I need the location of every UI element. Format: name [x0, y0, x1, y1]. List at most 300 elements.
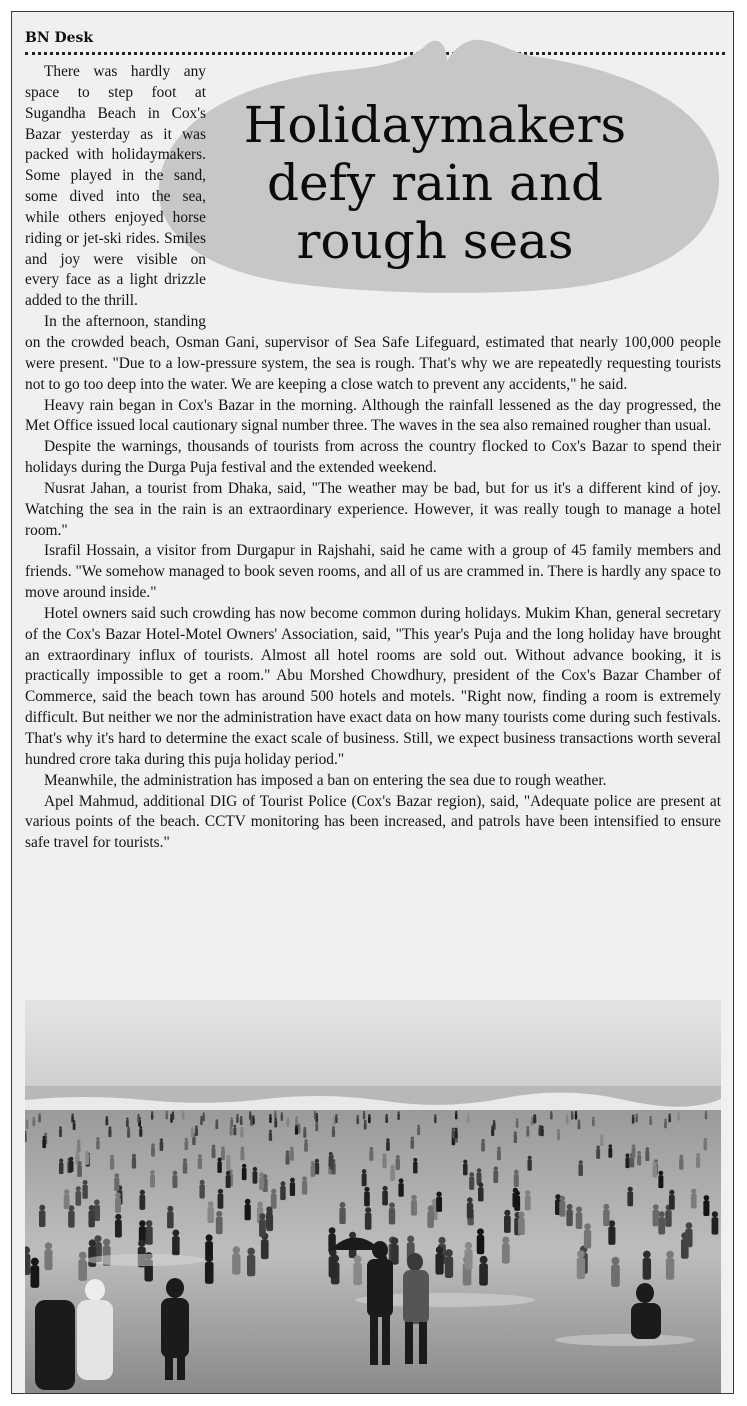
- crowd-person-body: [635, 1116, 638, 1123]
- crowd-person-body: [512, 1193, 518, 1208]
- crowd-person-head: [89, 1205, 95, 1211]
- crowd-person-body: [427, 1211, 433, 1228]
- crowd-person-head: [275, 1118, 278, 1121]
- crowd-person-body: [365, 1213, 372, 1230]
- crowd-person-body: [630, 1157, 634, 1168]
- crowd-person-head: [696, 1153, 700, 1157]
- crowd-person-body: [396, 1159, 400, 1170]
- crowd-person-body: [643, 1258, 651, 1280]
- crowd-person-body: [42, 1139, 46, 1148]
- crowd-person-head: [64, 1189, 69, 1194]
- crowd-person-body: [172, 1114, 174, 1120]
- crowd-person-body: [230, 1120, 233, 1127]
- crowd-person-body: [285, 1154, 289, 1165]
- crowd-person-head: [166, 1111, 168, 1113]
- crowd-person-body: [108, 1129, 111, 1137]
- crowd-person-body: [82, 1185, 87, 1199]
- crowd-person-body: [200, 1118, 203, 1125]
- crowd-person-head: [576, 1206, 582, 1212]
- crowd-person-body: [411, 1140, 415, 1149]
- crowd-person-head: [183, 1158, 187, 1162]
- crowd-person-body: [335, 1116, 338, 1123]
- crowd-person-head: [705, 1111, 707, 1113]
- crowd-person-head: [247, 1248, 255, 1256]
- crowd-person-head: [391, 1237, 398, 1244]
- crowd-person-head: [295, 1116, 297, 1118]
- crowd-person-body: [39, 1210, 45, 1227]
- crowd-person-body: [269, 1133, 272, 1141]
- crowd-person-head: [413, 1158, 417, 1162]
- crowd-person-head: [218, 1158, 222, 1162]
- crowd-person-head: [172, 1111, 174, 1113]
- crowd-person-body: [691, 1194, 697, 1209]
- crowd-person-body: [30, 1265, 39, 1287]
- crowd-person-body: [557, 1132, 560, 1140]
- crowd-person-head: [126, 1117, 128, 1119]
- crowd-person-body: [221, 1150, 225, 1160]
- crowd-person-head: [398, 1111, 400, 1113]
- crowd-person-head: [269, 1130, 272, 1133]
- crowd-person-body: [398, 1183, 403, 1197]
- crowd-person-body: [452, 1130, 455, 1138]
- crowd-person-body: [525, 1195, 531, 1210]
- crowd-person-head: [357, 1115, 359, 1117]
- crowd-person-body: [390, 1169, 395, 1181]
- crowd-person-body: [185, 1141, 189, 1150]
- crowd-person-head: [407, 1235, 414, 1242]
- crowd-person-body: [247, 1255, 255, 1276]
- crowd-person-head: [281, 1112, 283, 1114]
- crowd-person-body: [696, 1157, 700, 1168]
- crowd-person-head: [686, 1222, 693, 1229]
- crowd-person-head: [271, 1189, 276, 1194]
- crowd-person-body: [315, 1124, 318, 1131]
- crowd-person-body: [295, 1127, 298, 1135]
- crowd-person-head: [579, 1160, 583, 1164]
- paragraph: Hotel owners said such crowding has now become common during holidays. Mukim Khan, general secretary of the Cox's Bazar Hotel-Motel Owners' Association, said, "This year's Puja and the long holiday have brought an extraordinary influx of tourists. Almost all hotel rooms are sold out. Without advance booking, it is practically impossible to get a room." Abu Morshed Chowdhury, president of the Cox's Bazar Chamber of Commerce, said the beach town has around 500 hotels and motels. "Right now, finding a room is extremely difficult. But neither we nor the administration have exact data on how many tourists come during such festivals. That's why it's hard to determine the exact scale of business. Still, we expect business transactions worth several hundred crore taka during this puja holiday period.": [25, 604, 721, 768]
- crowd-person-head: [514, 1170, 519, 1175]
- crowd-person-body: [625, 1157, 629, 1168]
- crowd-person-head: [195, 1125, 198, 1128]
- crowd-person-head: [106, 1116, 108, 1118]
- crowd-person-head: [76, 1186, 81, 1191]
- crowd-person-head: [518, 1212, 524, 1218]
- crowd-person-body: [232, 1254, 240, 1275]
- crowd-person-head: [191, 1127, 194, 1130]
- crowd-person-head: [411, 1137, 414, 1140]
- crowd-person-head: [226, 1155, 230, 1159]
- crowd-person-head: [566, 1115, 568, 1117]
- crowd-person-head: [132, 1154, 136, 1158]
- crowd-person-head: [266, 1206, 272, 1212]
- crowd-person-head: [611, 1257, 619, 1265]
- crowd-person-head: [109, 1126, 112, 1129]
- crowd-person-head: [216, 1119, 219, 1122]
- crowd-person-body: [576, 1212, 583, 1229]
- crowd-person-body: [240, 1118, 243, 1125]
- crowd-person-head: [567, 1204, 573, 1210]
- crowd-person-head: [481, 1139, 484, 1142]
- crowd-person-body: [493, 1171, 498, 1183]
- crowd-person-head: [290, 1147, 294, 1151]
- crowd-person-body: [146, 1226, 153, 1244]
- crowd-person-head: [69, 1157, 73, 1161]
- crowd-person-body: [600, 1137, 603, 1146]
- crowd-person-body: [479, 1263, 488, 1285]
- crowd-person-head: [335, 1114, 337, 1116]
- crowd-person-body: [566, 1210, 572, 1227]
- crowd-person-head: [236, 1114, 238, 1116]
- crowd-person-body: [215, 1122, 218, 1129]
- crowd-person-head: [389, 1202, 395, 1208]
- crowd-person-head: [531, 1116, 533, 1118]
- crowd-person-head: [584, 1223, 591, 1230]
- crowd-person-body: [332, 1129, 335, 1137]
- crowd-person-head: [96, 1137, 99, 1140]
- crowd-person-head: [200, 1180, 205, 1185]
- crowd-person-head: [679, 1155, 683, 1159]
- crowd-person-body: [514, 1174, 519, 1187]
- crowd-person-head: [477, 1168, 481, 1172]
- crowd-person-head: [94, 1199, 100, 1205]
- crowd-person-body: [303, 1130, 306, 1138]
- crowd-person-head: [513, 1188, 518, 1193]
- crowd-person-body: [226, 1159, 230, 1170]
- crowd-person-head: [637, 1151, 641, 1155]
- crowd-person-body: [199, 1185, 204, 1199]
- crowd-person-head: [390, 1165, 394, 1169]
- crowd-person-body: [85, 1154, 89, 1165]
- crowd-person-body: [192, 1136, 195, 1145]
- crowd-person-head: [478, 1182, 483, 1187]
- crowd-person-body: [445, 1256, 453, 1278]
- crowd-person-head: [115, 1192, 120, 1197]
- crowd-person-head: [139, 1126, 142, 1129]
- crowd-person-head: [596, 1145, 600, 1149]
- crowd-person-body: [106, 1118, 109, 1125]
- crowd-person-head: [233, 1125, 236, 1128]
- crowd-person-head: [151, 1111, 153, 1113]
- crowd-person-head: [455, 1128, 458, 1131]
- crowd-person-head: [114, 1173, 119, 1178]
- crowd-person-head: [198, 1154, 202, 1158]
- crowd-person-head: [73, 1120, 76, 1123]
- crowd-person-head: [269, 1114, 271, 1116]
- crowd-person-body: [330, 1159, 334, 1170]
- crowd-person-head: [146, 1220, 153, 1227]
- crowd-person-head: [467, 1114, 469, 1116]
- crowd-person-body: [126, 1120, 129, 1127]
- crowd-person-head: [550, 1111, 552, 1113]
- crowd-person-head: [364, 1187, 369, 1192]
- crowd-person-body: [611, 1264, 620, 1286]
- crowd-person-body: [685, 1229, 692, 1248]
- crowd-person-head: [203, 1112, 205, 1114]
- crowd-person-head: [370, 1147, 374, 1151]
- crowd-person-body: [658, 1217, 665, 1234]
- crowd-person-head: [26, 1119, 29, 1122]
- crowd-person-head: [603, 1204, 609, 1210]
- crowd-person-body: [314, 1113, 316, 1119]
- crowd-person-body: [364, 1192, 370, 1207]
- crowd-person-head: [504, 1210, 510, 1216]
- crowd-person-body: [679, 1159, 683, 1170]
- crowd-person-body: [493, 1122, 496, 1129]
- crowd-person-body: [139, 1195, 145, 1210]
- crowd-person-head: [33, 1117, 35, 1119]
- crowd-person-head: [497, 1147, 501, 1151]
- crowd-person-body: [584, 1230, 591, 1249]
- crowd-person-head: [516, 1118, 519, 1121]
- crowd-person-head: [39, 1205, 45, 1211]
- crowd-person-head: [79, 1252, 87, 1260]
- paragraph: Nusrat Jahan, a tourist from Dhaka, said, "The weather may be bad, but for us it's a different kind of joy. Watching the sea in the rain is an extraordinary experience. However, it was really tough to manage a hotel room.": [25, 479, 721, 539]
- crowd-person-head: [664, 1119, 667, 1122]
- headline-line: rough seas: [296, 212, 574, 270]
- crowd-person-body: [110, 1159, 114, 1170]
- crowd-person-body: [434, 1117, 437, 1124]
- crowd-person-body: [290, 1182, 295, 1196]
- crowd-person-head: [138, 1240, 145, 1247]
- crowd-person-head: [150, 1170, 155, 1175]
- crowd-person-head: [382, 1186, 387, 1191]
- crowd-person-head: [467, 1197, 473, 1203]
- crowd-person-head: [354, 1255, 362, 1263]
- crowd-person-body: [151, 1147, 155, 1157]
- crowd-person-head: [77, 1161, 81, 1165]
- crowd-person-body: [478, 1187, 484, 1201]
- crowd-person-body: [160, 1142, 164, 1151]
- crowd-person-body: [274, 1120, 277, 1127]
- crowd-person-body: [463, 1164, 468, 1176]
- crowd-person-head: [137, 1114, 139, 1116]
- crowd-person-head: [465, 1242, 472, 1249]
- crowd-person-body: [382, 1191, 388, 1206]
- crowd-person-head: [302, 1176, 307, 1181]
- paragraph: Israfil Hossain, a visitor from Durgapur in Rajshahi, said he came with a group of 45 family members and friends. "We somehow managed to book seven rooms, and all of us are crammed in. There is hardly any space to move around inside.": [25, 542, 721, 602]
- crowd-person-body: [578, 1164, 583, 1176]
- paragraph: There was hardly any space to step foot at Sugandha Beach in Cox's Bazar yesterday as it was packed with holidaymakers. Some played in the sand, some dived into the sea, while others enjoyed horse riding or jet-ski rides. Smiles and joy were visible on every face as a light drizzle added to the thrill.: [25, 63, 206, 310]
- crowd-person-body: [259, 1177, 264, 1190]
- crowd-person-body: [26, 1122, 29, 1129]
- crowd-person-body: [212, 1148, 216, 1158]
- crowd-person-head: [653, 1162, 657, 1166]
- crowd-person-body: [481, 1142, 485, 1151]
- crowd-person-body: [137, 1116, 140, 1123]
- crowd-person-body: [38, 1116, 41, 1123]
- crowd-person-body: [281, 1114, 284, 1120]
- crowd-person-head: [399, 1178, 404, 1183]
- crowd-person-body: [382, 1157, 386, 1168]
- crowd-person-head: [290, 1178, 295, 1183]
- crowd-person-head: [216, 1211, 222, 1217]
- crowd-person-head: [76, 1150, 80, 1154]
- crowd-person-body: [596, 1149, 600, 1159]
- paragraph: Despite the warnings, thousands of tourists from across the country flocked to Cox's Bazar to spend their holidays during the Durga Puja festival and the extended weekend.: [25, 438, 721, 477]
- crowd-person-head: [314, 1111, 316, 1113]
- crowd-person-body: [467, 1117, 470, 1124]
- crowd-person-head: [469, 1172, 474, 1177]
- crowd-person-body: [166, 1113, 168, 1119]
- crowd-person-body: [608, 1227, 615, 1245]
- headline-wrap-spacer: [206, 62, 721, 330]
- photo-illustration: [25, 1000, 721, 1393]
- crowd-person-head: [666, 1251, 674, 1259]
- crowd-person-body: [295, 1118, 298, 1125]
- crowd-person-body: [172, 1175, 177, 1188]
- crowd-person-body: [469, 1177, 474, 1190]
- crowd-person-head: [452, 1127, 455, 1130]
- crowd-person-head: [365, 1207, 371, 1213]
- crowd-person-body: [114, 1178, 119, 1191]
- crowd-person-head: [712, 1211, 718, 1217]
- crowd-person-head: [609, 1144, 613, 1148]
- crowd-person-body: [550, 1113, 552, 1119]
- crowd-person-head: [173, 1171, 178, 1176]
- crowd-person-head: [240, 1116, 242, 1118]
- crowd-person-head: [221, 1146, 225, 1150]
- crowd-person-head: [59, 1126, 62, 1129]
- crowd-person-body: [127, 1130, 130, 1138]
- crowd-person-head: [304, 1139, 307, 1142]
- crowd-person-body: [652, 1166, 657, 1178]
- crowd-person-head: [218, 1189, 223, 1194]
- crowd-person-head: [417, 1125, 420, 1128]
- crowd-person-head: [77, 1139, 80, 1142]
- crowd-person-head: [691, 1188, 696, 1193]
- crowd-person-body: [538, 1128, 541, 1136]
- crowd-person-body: [59, 1129, 62, 1137]
- crowd-person-head: [539, 1125, 542, 1128]
- crowd-person-head: [571, 1111, 573, 1113]
- crowd-person-head: [253, 1167, 257, 1171]
- crowd-person-head: [257, 1202, 263, 1208]
- crowd-person-body: [455, 1130, 458, 1138]
- crowd-person-body: [575, 1113, 577, 1119]
- crowd-person-body: [261, 1239, 269, 1259]
- crowd-person-head: [241, 1147, 245, 1151]
- crowd-person-body: [649, 1118, 652, 1125]
- crowd-person-body: [290, 1150, 294, 1160]
- crowd-person-head: [89, 1239, 96, 1246]
- crowd-person-body: [69, 1161, 73, 1172]
- crowd-person-body: [329, 1256, 337, 1277]
- crowd-person-head: [364, 1120, 367, 1123]
- crowd-person-body: [627, 1192, 633, 1207]
- crowd-person-body: [665, 1210, 671, 1227]
- crowd-person-head: [560, 1196, 566, 1202]
- crowd-person-head: [167, 1206, 173, 1212]
- crowd-person-head: [315, 1159, 319, 1163]
- crowd-person-body: [467, 1203, 473, 1219]
- crowd-person-body: [566, 1117, 569, 1124]
- crowd-person-head: [280, 1181, 285, 1186]
- crowd-person-body: [417, 1127, 420, 1135]
- crowd-person-head: [85, 1151, 89, 1155]
- crowd-person-body: [705, 1113, 707, 1119]
- crowd-person-body: [315, 1163, 320, 1175]
- crowd-person-body: [115, 1220, 122, 1238]
- crowd-person-body: [526, 1129, 529, 1137]
- crowd-person-head: [333, 1116, 335, 1118]
- crowd-person-body: [632, 1148, 636, 1158]
- crowd-person-head: [160, 1138, 163, 1141]
- crowd-person-head: [609, 1220, 616, 1227]
- crowd-person-head: [438, 1237, 445, 1244]
- crowd-person-head: [592, 1117, 594, 1119]
- crowd-person-body: [311, 1165, 316, 1177]
- crowd-person-head: [396, 1155, 400, 1159]
- crowd-person-head: [311, 1161, 315, 1165]
- crowd-person-body: [703, 1141, 707, 1150]
- crowd-person-body: [608, 1148, 612, 1158]
- crowd-person-head: [659, 1211, 665, 1217]
- crowd-person-head: [274, 1111, 276, 1113]
- paragraph: Heavy rain began in Cox's Bazar in the morning. Although the rainfall lessened as the day progressed, the Met Office issued local cautionary signal number three. The waves in the sea also remained rougher than usual.: [25, 396, 721, 435]
- crowd-person-head: [362, 1169, 367, 1174]
- crowd-person-body: [269, 1116, 272, 1123]
- crowd-person-head: [577, 1250, 585, 1258]
- crowd-person-body: [218, 1194, 224, 1209]
- crowd-person-head: [172, 1229, 179, 1236]
- crowd-person-body: [592, 1119, 595, 1126]
- crowd-person-body: [233, 1127, 236, 1135]
- crowd-person-head: [182, 1111, 184, 1113]
- crowd-person-body: [88, 1211, 94, 1228]
- crowd-person-body: [703, 1200, 709, 1216]
- crowd-person-head: [704, 1138, 707, 1141]
- crowd-person-body: [577, 1258, 585, 1280]
- crowd-person-head: [206, 1234, 213, 1241]
- crowd-person-body: [677, 1114, 680, 1120]
- crowd-person-head: [383, 1153, 387, 1157]
- crowd-person-body: [216, 1217, 223, 1234]
- crowd-person-head: [250, 1117, 252, 1119]
- crowd-person-body: [172, 1236, 180, 1255]
- crowd-person-head: [436, 1191, 441, 1196]
- crowd-person-body: [139, 1129, 142, 1137]
- crowd-person-body: [198, 1158, 202, 1169]
- crowd-person-body: [75, 1191, 81, 1206]
- crowd-person-body: [266, 1212, 273, 1229]
- crowd-person-head: [526, 1126, 529, 1129]
- crowd-person-body: [518, 1217, 525, 1234]
- crowd-person-body: [132, 1158, 136, 1169]
- crowd-person-head: [298, 1123, 301, 1126]
- crowd-person-body: [226, 1175, 231, 1188]
- crowd-person-body: [571, 1113, 573, 1119]
- crowd-person-head: [533, 1114, 535, 1116]
- crowd-person-head: [649, 1116, 651, 1118]
- crowd-person-body: [79, 1259, 87, 1281]
- sky: [25, 1000, 721, 1086]
- crowd-person-body: [77, 1165, 82, 1177]
- crowd-person-body: [369, 1151, 373, 1161]
- crowd-person-body: [287, 1120, 290, 1127]
- crowd-person-head: [127, 1127, 130, 1130]
- crowd-person-head: [31, 1258, 39, 1266]
- crowd-person-body: [302, 1181, 307, 1195]
- crowd-person-head: [477, 1228, 484, 1235]
- crowd-person-head: [578, 1120, 581, 1123]
- crowd-person-head: [628, 1187, 633, 1192]
- crowd-person-head: [233, 1246, 241, 1254]
- crowd-person-head: [643, 1251, 651, 1259]
- crowd-person-body: [207, 1207, 213, 1223]
- crowd-person-head: [445, 1249, 453, 1257]
- crowd-person-head: [677, 1112, 679, 1114]
- crowd-person-body: [464, 1249, 472, 1270]
